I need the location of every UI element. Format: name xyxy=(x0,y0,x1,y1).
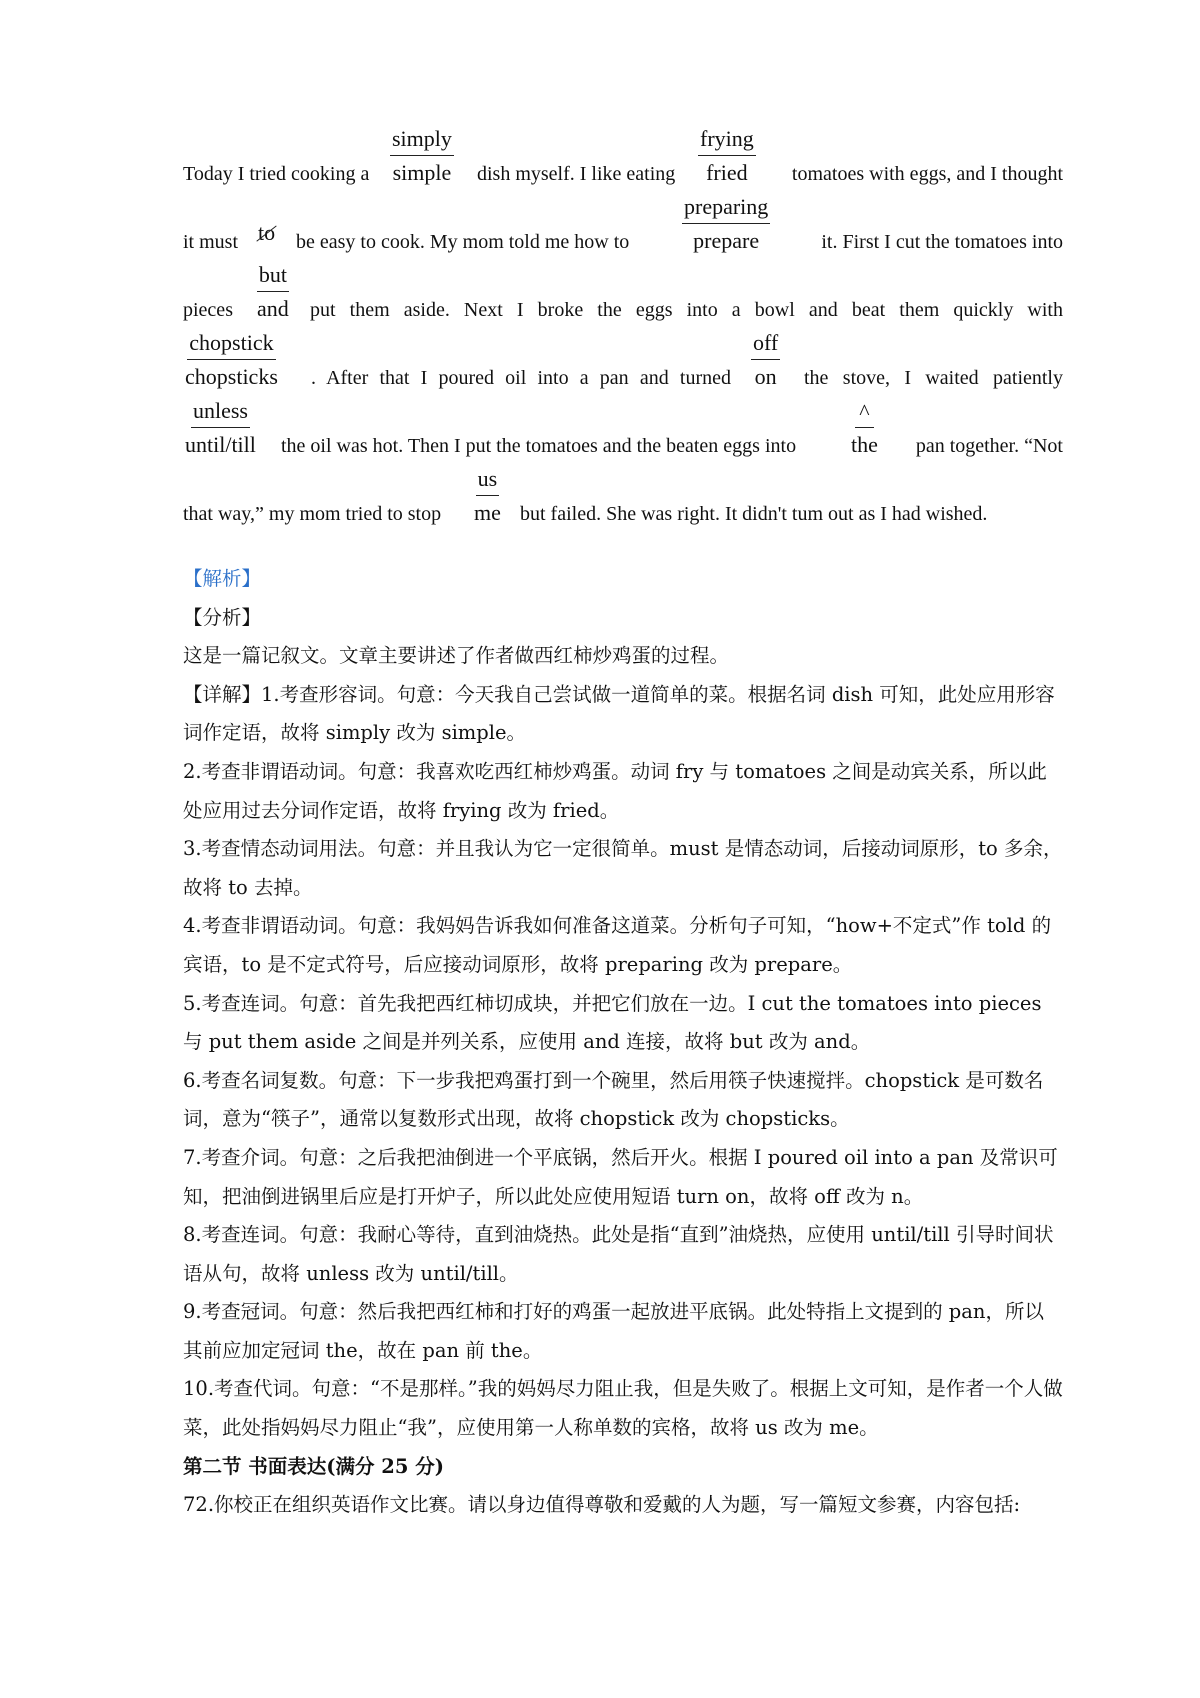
passage-text: Today I tried cooking a xyxy=(183,163,370,185)
analysis-item-8: 8.考查连词。句意：我耐心等待，直到油烧热。此处是指“直到”油烧热，应使用 until/till 引导时间状语从句，故将 unless 改为 until/till。 xyxy=(183,1223,1054,1285)
correction-8 xyxy=(183,398,258,458)
passage-text: it. First I cut the tomatoes into xyxy=(821,231,1063,253)
analysis-item-3: 3.考查情态动词用法。句意：并且我认为它一定很简单。must 是情态动词，后接动词原形，to 多余，故将 to 去掉。 xyxy=(183,837,1063,899)
analysis-item-9: 9.考查冠词。句意：然后我把西红柿和打好的鸡蛋一起放进平底锅。此处特指上文提到的 pan，所以其前应加定冠词 the，故在 pan 前 the。 xyxy=(183,1300,1044,1362)
analysis-item-2: 2.考查非谓语动词。句意：我喜欢吃西红柿炒鸡蛋。动词 fry 与 tomatoes 之间是动宾关系，所以此处应用过去分词作定语，故将 frying 改为 fried。 xyxy=(183,759,1047,822)
correction-10 xyxy=(472,466,503,526)
correction-2 xyxy=(698,126,756,186)
fenxi-heading: 【分析】 xyxy=(183,605,262,629)
corrected-word: chopsticks xyxy=(185,364,278,389)
analysis-item-5: 5.考查连词。句意：首先我把西红柿切成块，并把它们放在一边。I cut the tomatoes into pieces 与 put them aside 之间是并列关系，应使用 and 连接，故将 but 改为 and。 xyxy=(183,991,1042,1054)
xiangjie-label: 【详解】 xyxy=(183,682,262,706)
original-word: chopstick xyxy=(187,330,275,360)
corrected-word: on xyxy=(754,364,777,389)
correction-5 xyxy=(255,262,291,322)
corrected-word: prepare xyxy=(693,228,760,253)
original-word: us xyxy=(476,466,500,496)
passage-text: pan together. “Not xyxy=(915,435,1063,457)
passage-line-4 xyxy=(183,322,1063,390)
original-word: off xyxy=(751,330,780,360)
original-word: preparing xyxy=(682,194,770,224)
passage-text: pieces xyxy=(183,299,233,321)
writing-task: 72.你校正在组织英语作文比赛。请以身边值得尊敬和爱戴的人为题，写一篇短文参赛，内容包括: xyxy=(183,1493,1021,1517)
answer-analysis xyxy=(183,560,1063,1525)
deleted-word: to xyxy=(258,220,276,245)
passage-text: but failed. She was right. It didn't tum out as I had wished. xyxy=(520,503,988,525)
insertion-mark: ^ xyxy=(855,399,873,428)
correction-3 xyxy=(256,220,277,246)
original-word: frying xyxy=(698,126,756,156)
passage-text: the stove, I waited patiently xyxy=(804,367,1063,389)
passage-line-1 xyxy=(183,118,1063,186)
passage-line-6 xyxy=(183,458,1063,526)
correction-1 xyxy=(390,126,454,186)
passage-text: put them aside. Next I broke the eggs into a bowl and beat them quickly with xyxy=(310,299,1063,321)
passage-text: dish myself. I like eating xyxy=(477,163,676,185)
analysis-item-text: 1.考查形容词。句意：今天我自己尝试做一道简单的菜。根据名词 dish 可知，此处应用形容词作定语，故将 simply 改为 simple。 xyxy=(183,682,1055,745)
passage-text: tomatoes with eggs, and I thought xyxy=(791,163,1063,185)
corrected-word: the xyxy=(851,432,878,457)
passage-text: that way,” my mom tried to stop xyxy=(183,503,442,525)
analysis-item-10: 10.考查代词。句意：“不是那样。”我的妈妈尽力阻止我，但是失败了。根据上文可知，是作者一个人做菜，此处指妈妈尽力阻止“我”，应使用第一人称单数的宾格，故将 us 改为 me。 xyxy=(183,1377,1063,1440)
section-title: 第二节 书面表达(满分 25 分) xyxy=(183,1454,444,1478)
original-word: unless xyxy=(191,398,250,428)
passage-text: be easy to cook. My mom told me how to xyxy=(296,231,630,253)
corrected-word: me xyxy=(474,500,501,525)
correction-7 xyxy=(751,330,780,390)
corrected-word: fried xyxy=(706,160,748,185)
analysis-item-4: 4.考查非谓语动词。句意：我妈妈告诉我如何准备这道菜。分析句子可知，“how+不定式”作 told 的宾语，to 是不定式符号，后应接动词原形，故将 preparing 改为 prepare。 xyxy=(183,914,1052,976)
correction-6 xyxy=(183,330,280,390)
passage-line-5 xyxy=(183,390,1063,458)
summary-text: 这是一篇记叙文。文章主要讲述了作者做西红柿炒鸡蛋的过程。 xyxy=(183,644,730,668)
passage-line-3 xyxy=(183,254,1063,322)
passage-text: the oil was hot. Then I put the tomatoes and the beaten eggs into xyxy=(281,435,797,457)
corrected-passage xyxy=(183,118,1063,526)
passage-line-2 xyxy=(183,186,1063,254)
correction-4 xyxy=(682,194,770,254)
corrected-word: simple xyxy=(392,160,452,185)
correction-9 xyxy=(849,399,880,458)
original-word: but xyxy=(257,262,289,292)
original-word: simply xyxy=(390,126,454,156)
jiexi-heading: 【解析】 xyxy=(183,567,262,590)
corrected-word: and xyxy=(257,296,289,321)
corrected-word: until/till xyxy=(185,432,256,457)
passage-text: . After that I poured oil into a pan and turned xyxy=(311,367,731,389)
analysis-item-7: 7.考查介词。句意：之后我把油倒进一个平底锅，然后开火。根据 I poured oil into a pan 及常识可知，把油倒进锅里后应是打开炉子，所以此处应使用短语 turn on，故将 off 改为 n。 xyxy=(183,1145,1058,1208)
analysis-item-1 xyxy=(183,676,1063,753)
passage-text: it must xyxy=(183,231,239,253)
analysis-item-6: 6.考查名词复数。句意：下一步我把鸡蛋打到一个碗里，然后用筷子快速搅拌。chopstick 是可数名词，意为“筷子”，通常以复数形式出现，故将 chopstick 改为 chopsticks。 xyxy=(183,1068,1044,1131)
